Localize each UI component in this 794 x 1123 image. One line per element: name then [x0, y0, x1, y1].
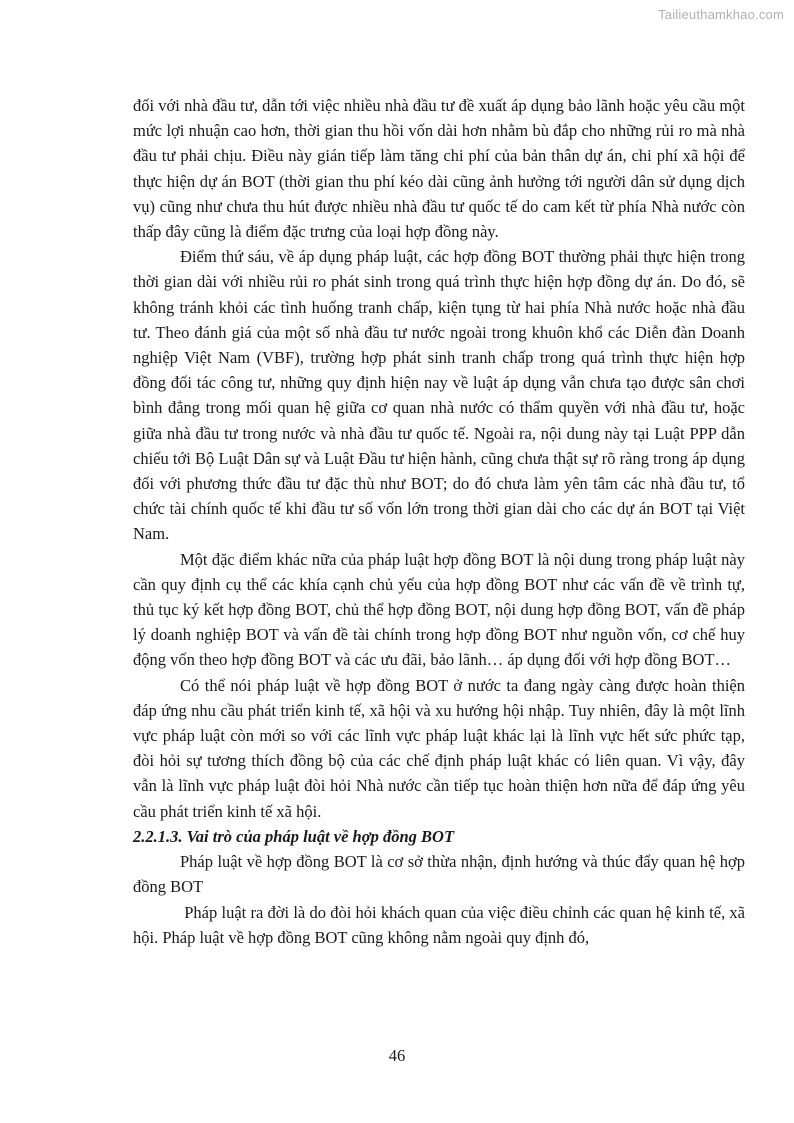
- paragraph-sixth-point: Điểm thứ sáu, về áp dụng pháp luật, các hợp đồng BOT thường phải thực hiện trong thời gian dài với nhiều rủi ro phát sinh trong quá trình thực hiện hợp đồng dự án. Do đó, sẽ không tránh khỏi các tình huống tranh chấp, kiện tụng từ hai phía Nhà nước hoặc nhà đầu tư. Theo đánh giá của một số nhà đầu tư nước ngoài trong khuôn khổ các Diễn đàn Doanh nghiệp Việt Nam (VBF), trường hợp phát sinh tranh chấp trong quá trình thực hiện hợp đồng đối tác công tư, những quy định hiện nay về luật áp dụng vẫn chưa tạo được sân chơi bình đẳng trong mối quan hệ giữa cơ quan nhà nước có thẩm quyền với nhà đầu tư, hoặc giữa nhà đầu tư trong nước và nhà đầu tư quốc tế. Ngoài ra, nội dung này tại Luật PPP dẫn chiếu tới Bộ Luật Dân sự và Luật Đầu tư hiện hành, cũng chưa thật sự rõ ràng trong áp dụng đối với phương thức đầu tư đặc thù như BOT; do đó chưa làm yên tâm các nhà đầu tư, tổ chức tài chính quốc tế khi đầu tư số vốn lớn trong thời gian dài cho các dự án BOT tại Việt Nam.: [133, 247, 745, 544]
- paragraph-role-intro: Pháp luật về hợp đồng BOT là cơ sở thừa nhận, định hướng và thúc đẩy quan hệ hợp đồng BOT: [133, 852, 745, 897]
- paragraph-conclusion: Có thể nói pháp luật về hợp đồng BOT ở nước ta đang ngày càng được hoàn thiện đáp ứng nhu cầu phát triển kinh tế, xã hội và xu hướng hội nhập. Tuy nhiên, đây là một lĩnh vực pháp luật còn mới so với các lĩnh vực pháp luật khác lại là lĩnh vực hết sức phức tạp, đòi hỏi sự tương thích đồng bộ của các chế định pháp luật khác có liên quan. Vì vậy, đây vẫn là lĩnh vực pháp luật đòi hỏi Nhà nước cần tiếp tục hoàn thiện hơn nữa để đáp ứng yêu cầu phát triển kinh tế xã hội.: [133, 675, 745, 821]
- document-body: [133, 93, 750, 950]
- paragraph-continuation: đối với nhà đầu tư, dẫn tới việc nhiều nhà đầu tư đề xuất áp dụng bảo lãnh hoặc yêu cầu một mức lợi nhuận cao hơn, thời gian thu hồi vốn dài hơn nhằm bù đắp cho những rủi ro mà nhà đầu tư phải chịu. Điều này gián tiếp làm tăng chi phí của bản thân dự án, chi phí xã hội để thực hiện dự án BOT (thời gian thu phí kéo dài cũng ảnh hưởng tới người dân sử dụng dịch vụ) cũng như chưa thu hút được nhiều nhà đầu tư quốc tế do cam kết từ phía Nhà nước còn thấp đây cũng là điểm đặc trưng của loại hợp đồng này.: [133, 96, 745, 242]
- paragraph-role-detail: Pháp luật ra đời là do đòi hỏi khách quan của việc điều chỉnh các quan hệ kinh tế, xã hội. Pháp luật về hợp đồng BOT cũng không nằm ngoài quy định đó,: [133, 902, 750, 947]
- section-heading: 2.2.1.3. Vai trò của pháp luật về hợp đồng BOT: [133, 826, 455, 846]
- paragraph-other-feature: Một đặc điểm khác nữa của pháp luật hợp đồng BOT là nội dung trong pháp luật này cần quy định cụ thể các khía cạnh chủ yếu của hợp đồng BOT như các vấn đề về trình tự, thủ tục ký kết hợp đồng BOT, chủ thể hợp đồng BOT, nội dung hợp đồng BOT, vấn đề pháp lý doanh nghiệp BOT và vấn đề tài chính trong hợp đồng BOT như nguồn vốn, cơ chế huy động vốn theo hợp đồng BOT và các ưu đãi, bảo lãnh… áp dụng đối với hợp đồng BOT…: [133, 549, 745, 670]
- page-number: 46: [388, 1046, 406, 1065]
- watermark-text: Tailieuthamkhao.com: [658, 7, 784, 22]
